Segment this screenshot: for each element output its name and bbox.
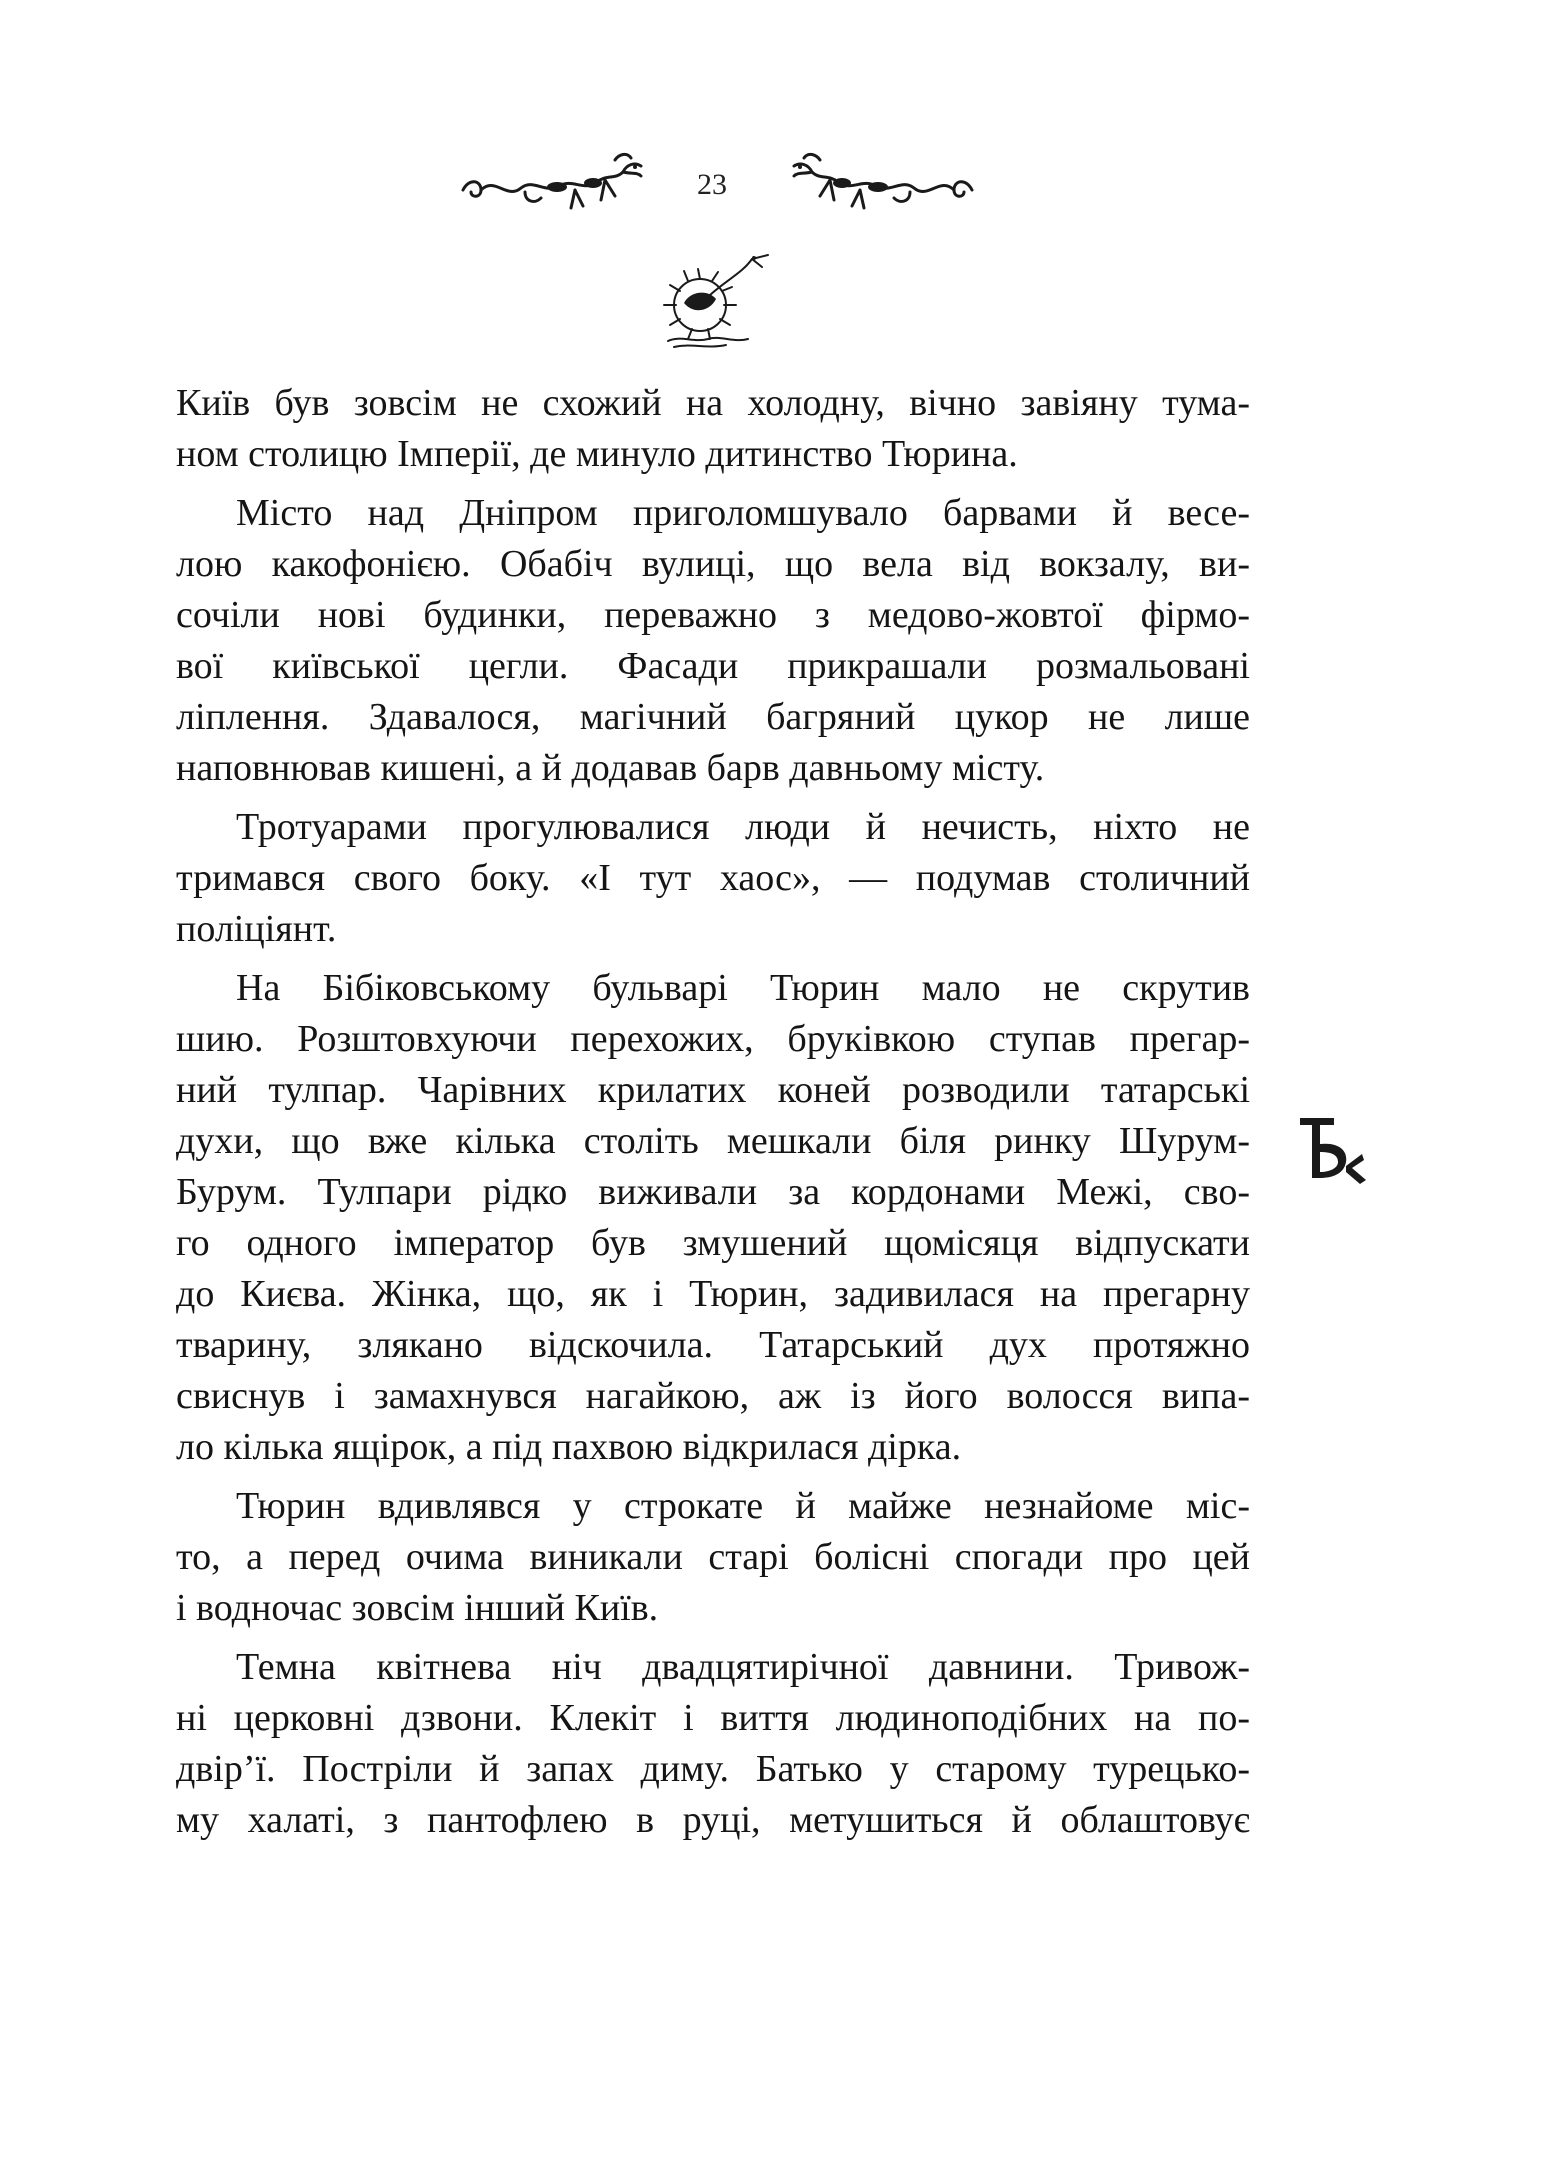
text-line: сочіли нові будинки, переважно з медово-жовтої фірмо-	[176, 594, 1250, 636]
page-number: 23	[697, 168, 727, 201]
text-line: На Бібіковському бульварі Тюрин мало не скрутив	[236, 967, 1250, 1009]
text-line: ліплення. Здавалося, магічний багряний цукор не лише	[176, 696, 1250, 738]
text-line: ном столицю Імперії, де минуло дитинство Тюрина.	[176, 433, 1018, 475]
text-line: наповнював кишені, а й додавав барв давньому місту.	[176, 747, 1045, 789]
dragon-icon	[455, 150, 645, 220]
paragraph	[176, 802, 1250, 955]
paragraph	[176, 488, 1250, 794]
text-line: і водночас зовсім інший Київ.	[176, 1587, 659, 1629]
text-line: го одного імператор був змушений щомісяця відпускати	[176, 1222, 1250, 1264]
text-line: шию. Розштовхуючи перехожих, бруківкою ступав прегар-	[176, 1018, 1250, 1060]
text-line: ло кілька ящірок, а під пахвою відкрилася дірка.	[176, 1426, 962, 1468]
text-line: свиснув і замахнувся нагайкою, аж із його волосся випа-	[176, 1375, 1250, 1417]
text-line: Київ був зовсім не схожий на холодну, вічно завіяну тума-	[176, 382, 1250, 424]
text-line: духи, що вже кілька століть мешкали біля ринку Шурум-	[176, 1120, 1250, 1162]
text-line: ний тулпар. Чарівних крилатих коней розводили татарські	[176, 1069, 1250, 1111]
text-line: Місто над Дніпром приголомшувало барвами й весе-	[236, 492, 1250, 534]
text-line: двір’ї. Постріли й запах диму. Батько у старому турецько-	[176, 1748, 1250, 1790]
body-text	[176, 378, 1250, 1846]
page-header	[0, 140, 1544, 220]
text-line: ні церковні дзвони. Клекіт і виття людиноподібних на по-	[176, 1697, 1250, 1739]
text-line: тримався свого боку. «І тут хаос», — подумав столичний	[176, 857, 1250, 899]
text-line: Бурум. Тулпари рідко виживали за кордонами Межі, сво-	[176, 1171, 1250, 1213]
text-line: Темна квітнева ніч двадцятирічної давнини. Тривож-	[236, 1646, 1250, 1688]
text-line: Тюрин вдивлявся у строкате й майже незнайоме міс-	[236, 1485, 1250, 1527]
yat-letter-icon	[1292, 1110, 1372, 1190]
paragraph	[176, 1642, 1250, 1846]
text-line: до Києва. Жінка, що, як і Тюрин, задивилася на прегарну	[176, 1273, 1250, 1315]
dragon-icon	[790, 150, 980, 220]
text-line: тварину, злякано відскочила. Татарський дух протяжно	[176, 1324, 1250, 1366]
paragraph	[176, 1481, 1250, 1634]
paragraph	[176, 378, 1250, 480]
text-line: лою какофонією. Обабіч вулиці, що вела від вокзалу, ви-	[176, 543, 1250, 585]
text-line: му халаті, з пантофлею в руці, метушиться й облаштовує	[176, 1799, 1250, 1841]
chestnut-dragon-icon	[650, 245, 780, 350]
text-line: вої київської цегли. Фасади прикрашали розмальовані	[176, 645, 1250, 687]
text-line: поліціянт.	[176, 908, 337, 950]
text-line: Тротуарами прогулювалися люди й нечисть, ніхто не	[236, 806, 1250, 848]
text-line: то, а перед очима виникали старі болісні спогади про цей	[176, 1536, 1250, 1578]
paragraph	[176, 963, 1250, 1473]
